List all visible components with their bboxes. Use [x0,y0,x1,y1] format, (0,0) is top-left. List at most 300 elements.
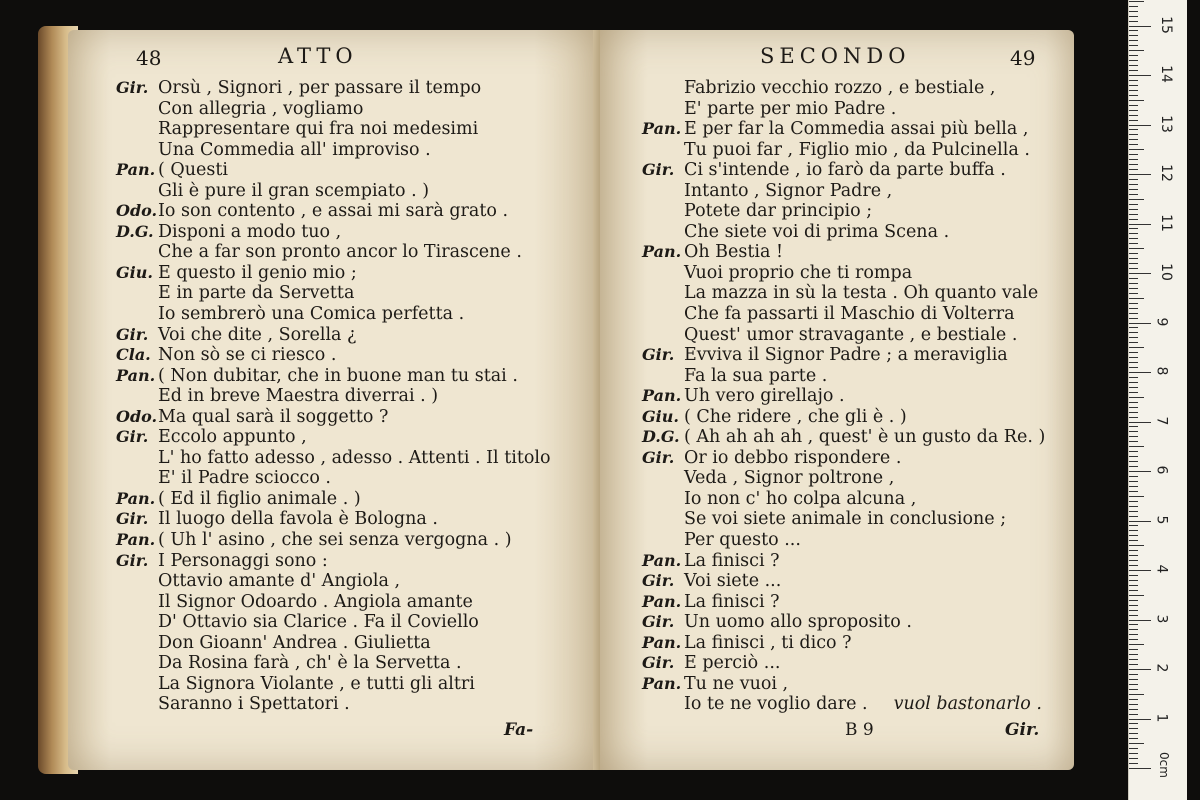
line-text: La finisci , ti dico ? [684,632,852,653]
line-text: Oh Bestia ! [684,242,784,263]
ruler-tick [1129,214,1138,215]
ruler-number: 5 [1153,515,1170,524]
line-text: Io te ne voglio dare . [684,694,868,715]
ruler-tick [1129,699,1138,700]
ruler-tick [1129,248,1144,249]
ruler-tick [1129,219,1138,220]
line-text: E' parte per mio Padre . [684,98,897,119]
text-line [642,242,1074,263]
line-text: D' Ottavio sia Clarice . Fa il Coviello [158,612,479,633]
ruler-tick [1129,233,1138,234]
ruler-tick [1129,684,1138,685]
ruler-number: 7 [1153,416,1170,425]
ruler-tick [1129,55,1138,56]
text-line [116,325,598,346]
ruler-tick [1129,179,1138,180]
ruler-number: 12 [1157,164,1174,182]
ruler-tick [1129,496,1144,497]
ruler-tick [1129,228,1138,229]
ruler-tick [1129,26,1151,27]
ruler-tick [1129,382,1138,383]
ruler-tick [1129,605,1138,606]
speaker-name: D.G. [642,427,680,447]
ruler-number: 15 [1157,15,1174,34]
ruler-tick [1129,164,1138,165]
line-text: Ottavio amante d' Angiola , [158,571,401,592]
ruler-tick [1129,308,1138,309]
line-text: Se voi siete animale in conclusione ; [684,509,1007,530]
text-line [116,242,598,263]
speaker-name: Gir. [642,345,675,365]
ruler-tick [1129,129,1138,130]
text-line [116,468,598,489]
ruler-tick [1129,535,1138,536]
speaker-name: Gir. [642,571,675,591]
ruler-tick [1129,342,1138,343]
ruler-tick [1129,40,1138,41]
speaker-name: Pan. [116,488,156,508]
ruler-tick [1129,624,1138,625]
ruler-tick [1129,748,1138,749]
ruler-number: 14 [1157,65,1174,83]
page-number: 48 [136,46,162,70]
ruler-tick [1129,90,1138,91]
ruler-tick [1129,372,1151,373]
text-line [116,551,598,572]
line-text: Quest' umor stravagante , e bestiale . [684,324,1018,345]
page-number: 49 [1010,46,1036,70]
open-book [38,22,1068,774]
text-line [116,283,598,304]
ruler-tick [1129,501,1138,502]
ruler-tick [1129,209,1138,210]
signature-mark: B 9 [845,720,874,740]
ruler-tick [1129,466,1138,467]
ruler-tick [1129,303,1138,304]
line-text: ( Non dubitar, che in buone man tu stai . [158,365,518,386]
ruler-tick [1129,530,1138,531]
text-line [642,653,1074,674]
speaker-name: Odo. [116,201,158,221]
text-line [116,427,598,448]
line-text: Vuoi proprio che ti rompa [684,262,913,283]
ruler-tick [1129,679,1138,680]
line-text: Per questo ... [684,530,801,551]
ruler-tick [1129,555,1138,556]
ruler-tick [1129,243,1138,244]
speaker-name: Pan. [642,386,682,406]
ruler-tick [1129,224,1151,225]
ruler-tick [1129,407,1138,408]
ruler-number: 10 [1157,263,1174,281]
ruler-tick [1129,6,1138,7]
ruler-tick [1129,615,1138,616]
ruler-tick [1129,575,1138,576]
ruler-tick [1129,95,1138,96]
text-line [116,633,598,654]
text-line [642,571,1074,592]
ruler-tick [1129,654,1138,655]
measurement-ruler [1128,0,1187,800]
line-text: Io non c' ho colpa alcuna , [684,488,917,509]
line-text: Intanto , Signor Padre , [684,180,893,201]
ruler-tick [1129,674,1138,675]
ruler-tick [1129,283,1138,284]
ruler-tick [1129,664,1138,665]
ruler-tick [1129,595,1144,596]
ruler-tick [1129,590,1138,591]
ruler-tick [1129,565,1138,566]
ruler-tick [1129,610,1138,611]
speaker-name: Gir. [116,509,149,529]
line-text: Ed in breve Maestra diverrai . ) [158,386,439,407]
speaker-name: Pan. [642,632,682,652]
speaker-name: Gir. [116,324,149,344]
ruler-tick [1129,516,1138,517]
text-line [642,99,1074,120]
line-text: Fa la sua parte . [684,365,828,386]
line-text: Con allegria , vogliamo [158,98,364,119]
ruler-tick [1129,521,1151,522]
ruler-tick [1129,431,1138,432]
text-line [116,407,598,428]
ruler-tick [1129,580,1138,581]
text-block [642,78,1074,715]
text-line [642,448,1074,469]
text-line [642,304,1074,325]
text-line [116,489,598,510]
ruler-tick [1129,100,1144,101]
text-line [642,325,1074,346]
ruler-tick [1129,352,1138,353]
ruler-tick [1129,639,1138,640]
ruler-tick [1129,412,1138,413]
line-text: E questo il genio mio ; [158,262,357,283]
ruler-tick [1129,45,1138,46]
ruler-tick [1129,600,1138,601]
line-text: Uh vero girellajo . [684,386,845,407]
ruler-tick [1129,70,1138,71]
ruler-tick [1129,426,1138,427]
line-text: Voi che dite , Sorella ¿ [158,324,357,345]
running-header: ATTO [278,44,358,68]
ruler-tick [1129,50,1144,51]
ruler-tick [1129,60,1138,61]
speaker-name: Giu. [642,406,679,426]
right-page [600,30,1074,770]
line-text: ( Questi [158,160,228,181]
text-line [642,160,1074,181]
speaker-name: Odo. [116,406,158,426]
text-line [116,119,598,140]
line-text: Veda , Signor poltrone , [684,468,895,489]
line-text: Una Commedia all' improviso . [158,139,431,160]
speaker-name: Pan. [642,591,682,611]
ruler-tick [1129,357,1138,358]
speaker-name: Gir. [116,550,149,570]
ruler-tick [1129,149,1144,150]
text-line [116,694,598,715]
ruler-tick [1129,11,1138,12]
ruler-tick [1129,476,1138,477]
ruler-tick [1129,367,1138,368]
line-text: Io sembrerò una Comica perfetta . [158,304,465,325]
ruler-tick [1129,253,1138,254]
ruler-tick [1129,402,1138,403]
ruler-tick [1129,545,1144,546]
text-block [116,78,598,715]
text-line [642,78,1074,99]
text-line [116,509,598,530]
ruler-tick [1129,719,1151,720]
line-text: Tu ne vuoi , [684,673,789,694]
speaker-name: Pan. [116,530,156,550]
ruler-tick [1129,327,1138,328]
speaker-name: Pan. [116,160,156,180]
ruler-tick [1129,550,1138,551]
ruler-tick [1129,709,1138,710]
ruler-tick [1129,560,1138,561]
text-line [642,633,1074,654]
text-line [116,160,598,181]
text-line [116,181,598,202]
line-text: Tu puoi far , Figlio mio , da Pulcinella . [684,139,1030,160]
text-line [116,386,598,407]
text-line [116,571,598,592]
ruler-tick [1129,298,1144,299]
text-line [642,366,1074,387]
line-text: Che fa passarti il Maschio di Volterra [684,304,1015,325]
text-line [116,592,598,613]
text-line [116,201,598,222]
ruler-number: 13 [1157,114,1174,133]
ruler-tick [1129,644,1144,645]
text-line [642,407,1074,428]
line-text: L' ho fatto adesso , adesso . Attenti . Il titolo [158,447,551,468]
ruler-tick [1129,273,1151,274]
ruler-tick [1129,258,1138,259]
text-line [642,489,1074,510]
ruler-tick [1129,75,1151,76]
text-line [642,530,1074,551]
ruler-tick [1129,120,1138,121]
line-text: Disponi a modo tuo , [158,221,342,242]
line-text: ( Ed il figlio animale . ) [158,488,361,509]
ruler-tick [1129,694,1144,695]
ruler-tick [1129,743,1144,744]
text-line [642,119,1074,140]
ruler-tick [1129,204,1138,205]
ruler-tick [1129,238,1138,239]
ruler-tick [1129,377,1138,378]
speaker-name: Pan. [642,119,682,139]
ruler-tick [1129,30,1138,31]
ruler-tick [1129,481,1138,482]
speaker-name: Pan. [116,365,156,385]
ruler-tick [1129,723,1138,724]
line-text: Evviva il Signor Padre ; a meraviglia [684,345,1008,366]
text-line [642,427,1074,448]
line-text: E in parte da Servetta [158,283,355,304]
ruler-tick [1129,491,1138,492]
ruler-tick [1129,347,1144,348]
ruler-tick [1129,570,1151,571]
ruler-tick [1129,397,1144,398]
ruler-tick [1129,169,1138,170]
catchword: Fa- [504,720,534,740]
ruler-tick [1129,194,1138,195]
line-text: ( Ah ah ah ah , quest' è un gusto da Re. ) [684,427,1046,448]
ruler-tick [1129,110,1138,111]
line-text: Io son contento , e assai mi sarà grato . [158,201,509,222]
ruler-tick [1129,758,1138,759]
ruler-tick [1129,318,1138,319]
speaker-name: Gir. [642,447,675,467]
ruler-tick [1129,511,1138,512]
ruler-number: 3 [1153,614,1170,623]
ruler-tick [1129,268,1138,269]
speaker-name: Pan. [642,673,682,693]
ruler-tick [1129,189,1138,190]
ruler-tick [1129,332,1138,333]
line-text: E per far la Commedia assai più bella , [684,119,1029,140]
text-line [116,345,598,366]
text-line [116,366,598,387]
text-line [116,530,598,551]
stage-direction: vuol bastonarlo . [893,694,1042,715]
speaker-name: Gir. [116,78,149,97]
speaker-name: Giu. [116,262,153,282]
text-line [642,283,1074,304]
line-text: Il luogo della favola è Bologna . [158,509,438,530]
ruler-tick [1129,585,1138,586]
text-line [642,551,1074,572]
speaker-name: Gir. [642,612,675,632]
ruler-tick [1129,199,1144,200]
ruler-tick [1129,115,1138,116]
ruler-tick [1129,288,1138,289]
ruler-tick [1129,456,1138,457]
ruler-tick [1129,659,1138,660]
line-text: Eccolo appunto , [158,427,307,448]
ruler-tick [1129,323,1151,324]
ruler-tick [1129,263,1138,264]
line-text: E' il Padre sciocco . [158,468,331,489]
ruler-tick [1129,174,1151,175]
text-line [116,448,598,469]
ruler-tick [1129,525,1138,526]
ruler-tick [1129,417,1138,418]
ruler-tick [1129,451,1138,452]
ruler-tick [1129,738,1138,739]
ruler-tick [1129,392,1138,393]
line-text: Voi siete ... [684,571,782,592]
ruler-tick [1129,85,1138,86]
ruler-tick [1129,768,1151,769]
ruler-tick [1129,422,1151,423]
ruler-tick [1129,620,1151,621]
text-line [642,468,1074,489]
line-text: La finisci ? [684,550,780,571]
line-text: E perciò ... [684,653,781,674]
line-text: Che siete voi di prima Scena . [684,221,950,242]
line-text: Un uomo allo sproposito . [684,612,912,633]
left-page [68,30,598,770]
text-line [116,99,598,120]
text-line [642,612,1074,633]
text-line [642,263,1074,284]
ruler-tick [1129,105,1138,106]
line-text: Fabrizio vecchio rozzo , e bestiale , [684,78,996,98]
speaker-name: Gir. [116,427,149,447]
ruler-tick [1129,506,1138,507]
ruler-tick [1129,35,1138,36]
line-text: Or io debbo rispondere . [684,447,902,468]
ruler-number: 11 [1157,213,1174,232]
ruler-tick [1129,362,1138,363]
ruler-tick [1129,144,1138,145]
line-text: Non sò se ci riesco . [158,345,337,366]
line-text: Orsù , Signori , per passare il tempo [158,78,482,98]
line-text: Saranno i Spettatori . [158,694,350,715]
ruler-tick [1129,649,1138,650]
ruler-tick [1129,763,1138,764]
ruler-tick [1129,540,1138,541]
text-line [642,694,1074,715]
text-line [642,345,1074,366]
ruler-number: 2 [1153,663,1170,673]
ruler-tick [1129,441,1138,442]
line-text: Il Signor Odoardo . Angiola amante [158,591,473,612]
ruler-tick [1129,486,1138,487]
text-line [642,201,1074,222]
text-line [116,140,598,161]
ruler-tick [1129,629,1138,630]
ruler-tick [1129,278,1138,279]
text-line [642,674,1074,695]
line-text: Ci s'intende , io farò da parte buffa . [684,160,1006,181]
ruler-tick [1129,139,1138,140]
ruler-tick [1129,446,1144,447]
ruler-number: 4 [1153,564,1170,574]
line-text: Da Rosina farà , ch' è la Servetta . [158,653,462,674]
line-text: La Signora Violante , e tutti gli altri [158,673,475,694]
line-text: Potete dar principio ; [684,201,873,222]
text-line [116,612,598,633]
ruler-tick [1129,471,1151,472]
ruler-tick [1129,65,1138,66]
ruler-tick [1129,669,1151,670]
ruler-tick [1129,461,1138,462]
speaker-name: Cla. [116,345,151,365]
line-text: I Personaggi sono : [158,550,328,571]
ruler-tick [1129,436,1138,437]
ruler-tick [1129,16,1138,17]
line-text: Ma qual sarà il soggetto ? [158,406,389,427]
ruler-tick [1129,80,1138,81]
ruler-tick [1129,154,1138,155]
ruler-tick [1129,689,1138,690]
text-line [642,140,1074,161]
text-line [642,222,1074,243]
ruler-tick [1129,704,1138,705]
text-line [116,263,598,284]
text-line [642,181,1074,202]
text-line [642,592,1074,613]
catchword: Gir. [1005,720,1040,740]
text-line [116,674,598,695]
running-header: SECONDO [760,44,911,68]
